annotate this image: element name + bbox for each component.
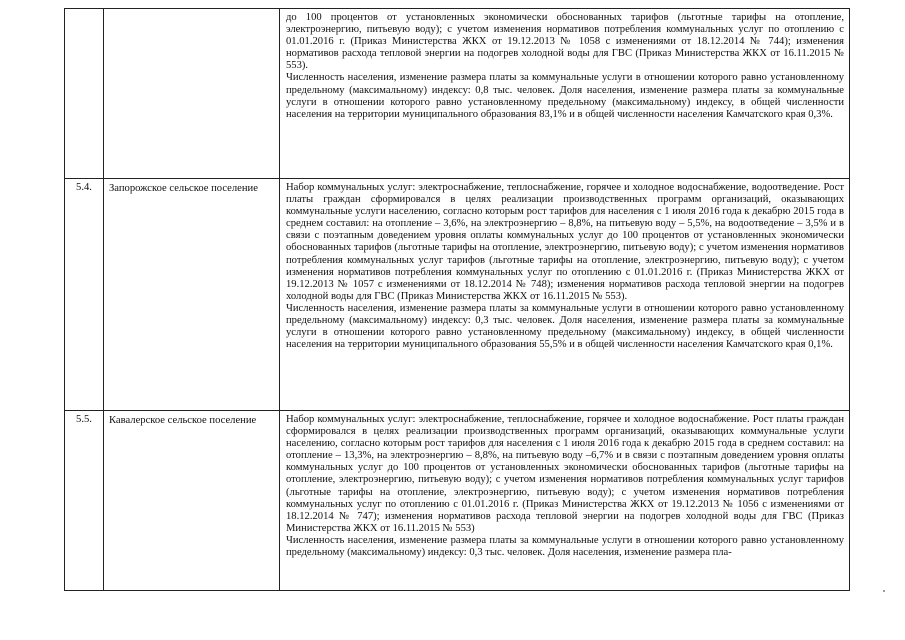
paragraph: Численность населения, изменение размера платы за коммунальные услуги в отношении которого равно установленному предельному (максимальному) индексу: 0,3 тыс. человек. Доля населения, изменение размера пла- [286,534,844,559]
row-number: 5.5. [65,411,104,591]
paragraph: Набор коммунальных услуг: электроснабжение, теплоснабжение, горячее и холодное водоснабжение. Рост платы граждан сформировался в целях реализации производственных программ организаций, оказывающих коммунальные услуги населению, согласно которым рост тарифов для населения с 1 июля 2016 года к декабрю 2015 года в среднем составил: на отопление – 13,3%, на электроэнергию – 8,8%, на питьевую воду –6,7% и в связи с поэтапным доведением уровня оплаты коммунальных услуг до 100 процентов от установленных экономически обоснованных тарифов (льготные тарифы на отопление, электроэнергию, питьевую воду); с учетом изменения нормативов потребления коммунальных услуг тарифов (льготные тарифы на отопление, электроэнергию, питьевую воду); с учетом изменения нормативов потребления коммунальных услуг по отоплению с 01.01.2016 г. (Приказ Министерства ЖКХ от 19.12.2013 № 1056 с изменениями от 18.12.2014 № 747); изменения нормативов расхода тепловой энергии на подогрев холодной воды для ГВС (Приказ Министерства ЖКХ от 16.11.2015 № 553) [286,414,844,534]
row-description [280,411,850,591]
table-row [65,179,850,411]
row-description [280,9,850,179]
settlement-name [104,9,280,179]
settlement-name: Запорожское сельское поселение [104,179,280,411]
scan-speck [883,590,885,592]
paragraph: Набор коммунальных услуг: электроснабжение, теплоснабжение, горячее и холодное водоснабжение, водоотведение. Рост платы граждан сформировался в целях реализации производственных программ организаций, оказывающих коммунальные услуги населению, согласно которым рост тарифов для населения с 1 июля 2016 года к декабрю 2015 года в среднем составил: на отопление – 3,6%, на электроэнергию – 8,8%, на питьевую воду – 5,5%, на водоотведение – 3,5% и в связи с поэтапным доведением уровня оплаты коммунальных услуг до 100 процентов от установленных экономически обоснованных тарифов (льготные тарифы на отопление, электроэнергию, питьевую воду); с учетом изменения нормативов потребления коммунальных услуг тарифов (льготные тарифы на отопление, электроэнергию, питьевую воду); с учетом изменения нормативов потребления коммунальных услуг по отоплению с 01.01.2016 г. (Приказ Министерства ЖКХ от 19.12.2013 № 1057 с изменениями от 18.12.2014 № 748); изменения нормативов расхода тепловой энергии на подогрев холодной воды для ГВС (Приказ Министерства ЖКХ от 16.11.2015 № 553). [286,182,844,302]
document-table [64,8,850,591]
paragraph: Численность населения, изменение размера платы за коммунальные услуги в отношении которого равно установленному предельному (максимальному) индексу: 0,3 тыс. человек. Доля населения, изменение размера платы за коммунальные услуги в отношении которого равно установленному предельному (максимальному) индексу, в общей численности населения на территории муниципального образования 55,5% и в общей численности населения Камчатского края 0,1%. [286,302,844,351]
row-number [65,9,104,179]
paragraph: до 100 процентов от установленных экономически обоснованных тарифов (льготные тарифы на отопление, электроэнергию, питьевую воду); с учетом изменения нормативов потребления коммунальных услуг по отоплению с 01.01.2016 г. (Приказ Министерства ЖКХ от 19.12.2013 № 1058 с изменениями от 18.12.2014 № 744); изменения нормативов расхода тепловой энергии на подогрев холодной воды для ГВС (Приказ Министерства ЖКХ от 16.11.2015 № 553). [286,12,844,72]
row-description [280,179,850,411]
table-row [65,411,850,591]
paragraph: Численность населения, изменение размера платы за коммунальные услуги в отношении которого равно установленному предельному (максимальному) индексу: 0,8 тыс. человек. Доля населения, изменение размера платы за коммунальные услуги в отношении которого равно установленному предельному (максимальному) индексу, в общей численности населения на территории муниципального образования 83,1% и в общей численности населения Камчатского края 0,3%. [286,72,844,120]
row-number: 5.4. [65,179,104,411]
settlement-name: Кавалерское сельское поселение [104,411,280,591]
table-row [65,9,850,179]
